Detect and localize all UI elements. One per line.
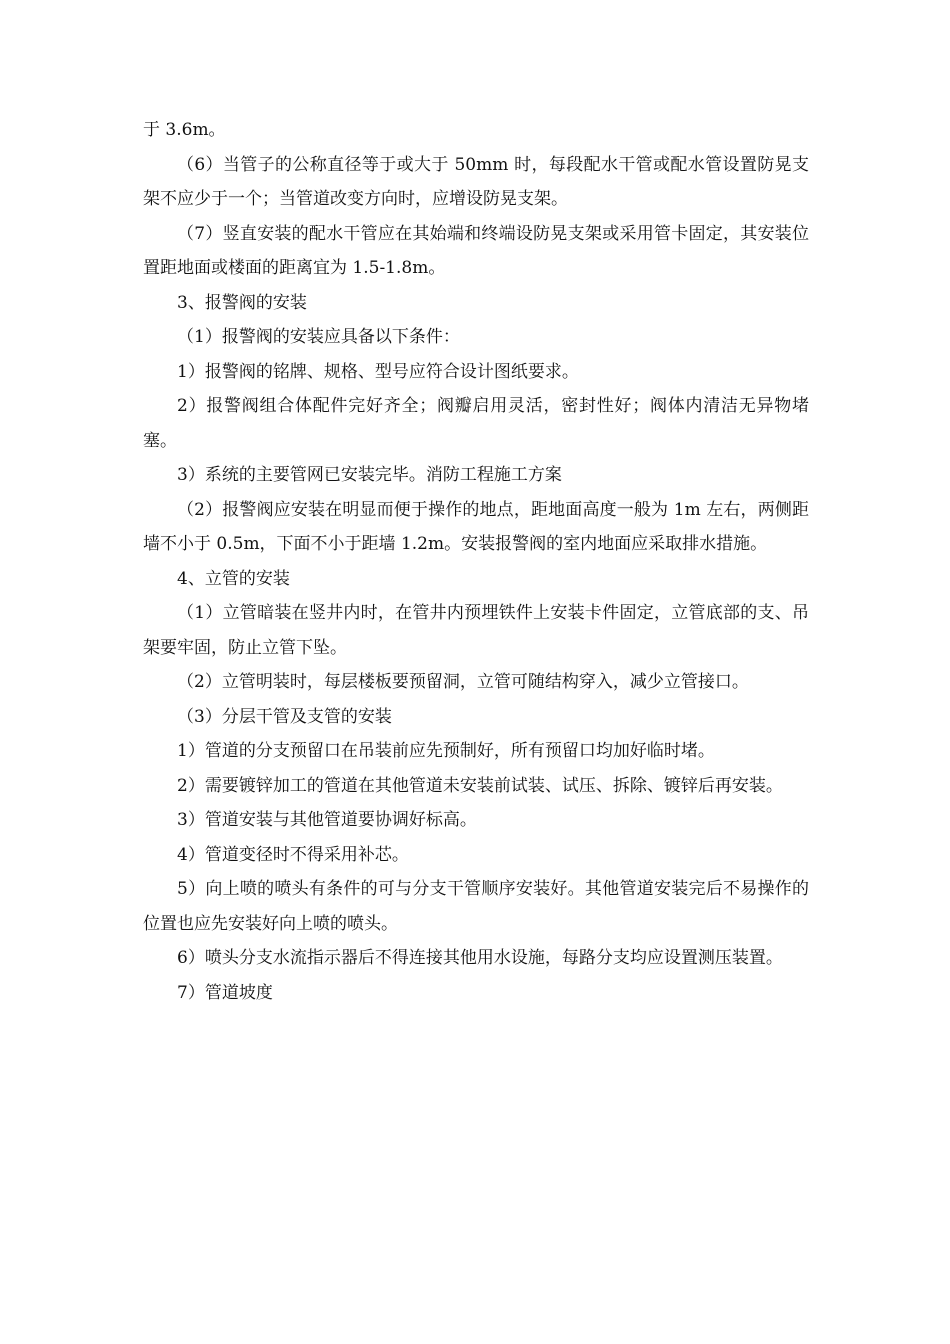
paragraph: 4）管道变径时不得采用补芯。: [177, 844, 409, 865]
paragraph: （7）竖直安装的配水干管应在其始端和终端设防晃支架或采用管卡固定，其安装位置距地面或楼面的距离宜为 1.5-1.8m。: [143, 223, 809, 278]
paragraph: 7）管道坡度: [177, 982, 273, 1003]
document-body: [143, 113, 809, 1010]
paragraph: 6）喷头分支水流指示器后不得连接其他用水设施，每路分支均应设置测压装置。: [177, 948, 783, 968]
paragraph: 2）需要镀锌加工的管道在其他管道未安装前试装、试压、拆除、镀锌后再安装。: [177, 775, 783, 796]
paragraph-continuation: 于 3.6m。: [143, 120, 226, 140]
paragraph: （1）立管暗装在竖井内时，在管井内预埋铁件上安装卡件固定，立管底部的支、吊架要牢固，防止立管下坠。: [143, 603, 809, 658]
section-heading: 4、立管的安装: [177, 568, 290, 589]
paragraph: 1）报警阀的铭牌、规格、型号应符合设计图纸要求。: [177, 361, 579, 382]
paragraph: 2）报警阀组合体配件完好齐全；阀瓣启用灵活，密封性好；阀体内清洁无异物堵塞。: [143, 396, 809, 451]
paragraph: 3）管道安装与其他管道要协调好标高。: [177, 810, 477, 830]
paragraph: （3）分层干管及支管的安装: [177, 706, 392, 727]
section-heading: 3、报警阀的安装: [177, 292, 307, 313]
paragraph: （1）报警阀的安装应具备以下条件：: [177, 327, 460, 347]
paragraph: 3）系统的主要管网已安装完毕。消防工程施工方案: [177, 465, 562, 485]
paragraph: 1）管道的分支预留口在吊装前应先预制好，所有预留口均加好临时堵。: [177, 741, 715, 761]
paragraph: 5）向上喷的喷头有条件的可与分支干管顺序安装好。其他管道安装完后不易操作的位置也应先安装好向上喷的喷头。: [143, 879, 809, 934]
paragraph: （2）报警阀应安装在明显而便于操作的地点，距地面高度一般为 1m 左右，两侧距墙不小于 0.5m，下面不小于距墙 1.2m。安装报警阀的室内地面应采取排水措施。: [143, 499, 809, 554]
paragraph: （2）立管明装时，每层楼板要预留洞，立管可随结构穿入，减少立管接口。: [177, 672, 749, 692]
paragraph: （6）当管子的公称直径等于或大于 50mm 时，每段配水干管或配水管设置防晃支架不应少于一个；当管道改变方向时，应增设防晃支架。: [143, 154, 809, 209]
